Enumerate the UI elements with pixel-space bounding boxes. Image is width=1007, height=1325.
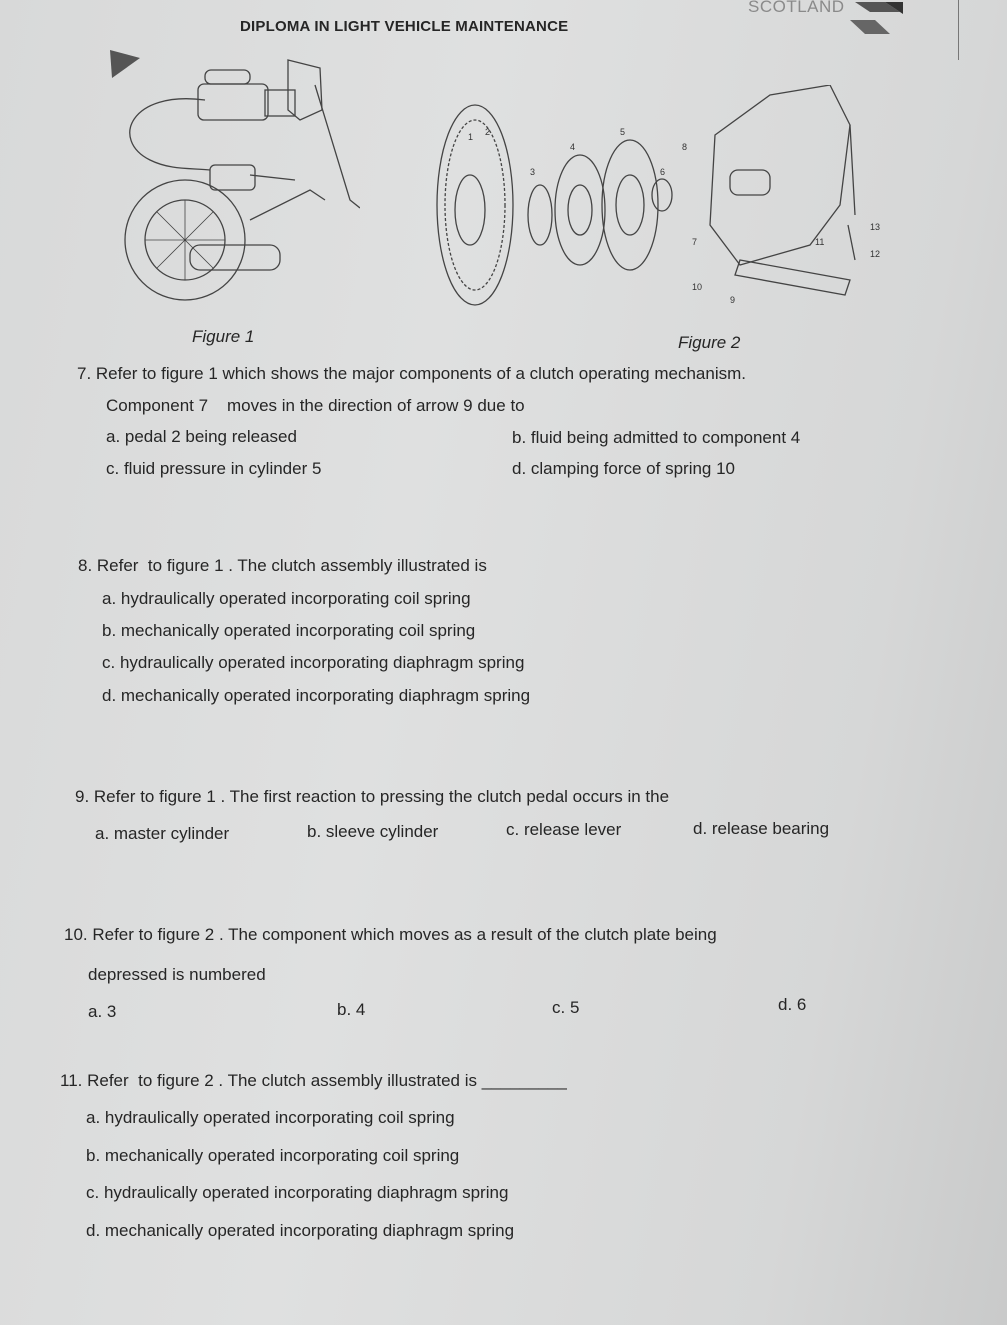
figure-1-caption: Figure 1 [192,327,255,346]
svg-text:10: 10 [692,282,703,292]
question-10-stem: 10. Refer to figure 2 . The component which moves as a result of the clutch plate being [64,925,717,944]
question-8-option-d[interactable]: d. mechanically operated incorporating diaphragm spring [102,686,531,705]
question-11-option-c[interactable]: c. hydraulically operated incorporating diaphragm spring [86,1183,509,1202]
svg-text:8: 8 [682,142,688,152]
svg-text:9: 9 [730,295,736,305]
question-11-option-b[interactable]: b. mechanically operated incorporating coil spring [86,1146,460,1165]
figure-2-caption: Figure 2 [678,333,741,352]
question-8-option-c[interactable]: c. hydraulically operated incorporating diaphragm spring [102,653,525,672]
question-7-option-b[interactable]: b. fluid being admitted to component 4 [512,428,801,447]
question-11-option-a[interactable]: a. hydraulically operated incorporating coil spring [86,1108,455,1127]
question-11-stem: 11. Refer to figure 2 . The clutch assembly illustrated is _________ [60,1071,567,1090]
figure-1-clutch-mechanism-diagram [110,50,360,310]
question-9-option-c[interactable]: c. release lever [506,820,622,839]
question-8-option-a[interactable]: a. hydraulically operated incorporating coil spring [102,589,471,608]
svg-text:1: 1 [468,132,474,142]
document-header: DIPLOMA IN LIGHT VEHICLE MAINTENANCE [240,18,569,35]
question-9-option-a[interactable]: a. master cylinder [95,824,230,843]
svg-text:11: 11 [815,237,825,247]
svg-text:13: 13 [870,222,881,232]
svg-text:4: 4 [570,142,576,152]
question-8-option-b[interactable]: b. mechanically operated incorporating coil spring [102,621,476,640]
question-7-option-d[interactable]: d. clamping force of spring 10 [512,459,736,478]
logo-text: SCOTLAND [748,0,845,16]
page-edge [958,0,959,60]
question-10-option-a[interactable]: a. 3 [88,1002,117,1021]
question-7-option-c[interactable]: c. fluid pressure in cylinder 5 [106,459,322,478]
svg-text:3: 3 [530,167,536,177]
question-9-option-d[interactable]: d. release bearing [693,819,830,838]
question-10-stem-continued: depressed is numbered [88,965,266,984]
question-9-stem: 9. Refer to figure 1 . The first reaction to pressing the clutch pedal occurs in the [75,787,670,806]
question-10-option-b[interactable]: b. 4 [337,1000,366,1019]
svg-text:6: 6 [660,167,666,177]
svg-text:2: 2 [485,127,491,137]
question-10-option-c[interactable]: c. 5 [552,998,580,1017]
question-10-option-d[interactable]: d. 6 [778,995,807,1014]
svg-text:5: 5 [620,127,626,137]
question-11-option-d[interactable]: d. mechanically operated incorporating diaphragm spring [86,1221,515,1240]
svg-text:7: 7 [692,237,698,247]
figure-2-clutch-exploded-diagram [430,85,890,315]
question-8-stem: 8. Refer to figure 1 . The clutch assembly illustrated is [78,556,487,575]
question-9-option-b[interactable]: b. sleeve cylinder [307,822,439,841]
logo-icon [845,0,905,36]
question-7-stem: 7. Refer to figure 1 which shows the major components of a clutch operating mechanism. [77,364,747,383]
question-7-option-a[interactable]: a. pedal 2 being released [106,427,297,446]
question-7-stem-continued: Component 7 moves in the direction of arrow 9 due to [106,396,525,415]
svg-text:12: 12 [870,249,881,259]
